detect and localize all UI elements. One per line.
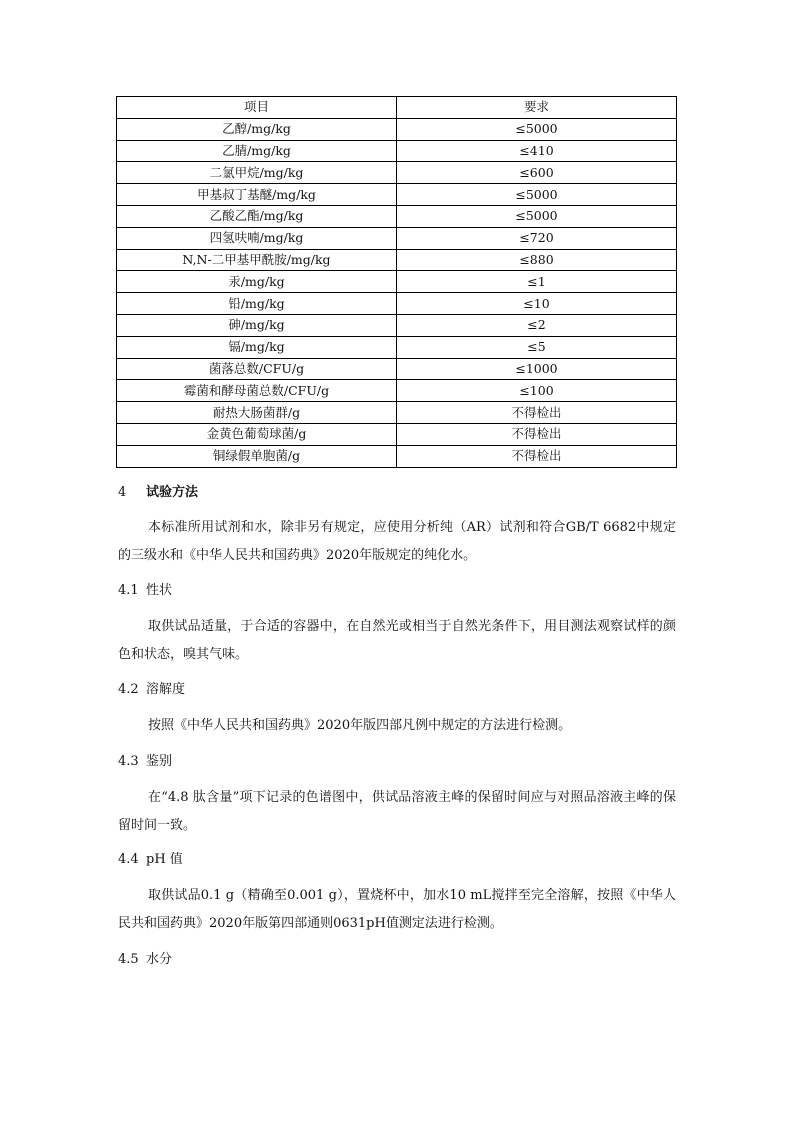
- section-number: 4.4: [118, 852, 139, 867]
- section-4-4-heading: [118, 851, 183, 869]
- table-row: [117, 118, 677, 140]
- section-title: 鉴别: [146, 754, 173, 769]
- section-title: 溶解度: [146, 682, 186, 697]
- section-4-1-paragraph: 取供试品适量，于合适的容器中，在自然光或相当于自然光条件下，用目测法观察试样的颜色和状态，嗅其气味。: [118, 619, 676, 662]
- table-row: [117, 402, 677, 424]
- item-cell: 铜绿假单胞菌/g: [117, 445, 397, 467]
- item-cell: 乙腈/mg/kg: [117, 140, 397, 162]
- item-cell: 汞/mg/kg: [117, 271, 397, 293]
- table-row: [117, 140, 677, 162]
- section-4-paragraph: 本标准所用试剂和水，除非另有规定，应使用分析纯（AR）试剂和符合GB/T 6682中规定的三级水和《中华人民共和国药典》2020年版规定的纯化水。: [118, 520, 676, 563]
- section-number: 4.2: [118, 682, 139, 697]
- requirement-cell: ≤100: [397, 380, 677, 402]
- item-cell: 四氢呋喃/mg/kg: [117, 227, 397, 249]
- requirement-cell: ≤880: [397, 249, 677, 271]
- item-cell: 菌落总数/CFU/g: [117, 358, 397, 380]
- section-number: 4.1: [118, 583, 139, 598]
- table-row: [117, 271, 677, 293]
- section-4-1-heading: [118, 582, 172, 600]
- table-row: [117, 358, 677, 380]
- table-row: [117, 162, 677, 184]
- requirement-cell: ≤5000: [397, 118, 677, 140]
- table-row: [117, 336, 677, 358]
- table-row: [117, 249, 677, 271]
- item-cell: 霉菌和酵母菌总数/CFU/g: [117, 380, 397, 402]
- requirement-cell: ≤600: [397, 162, 677, 184]
- section-4-3-paragraph: 在“4.8 肽含量”项下记录的色谱图中，供试品溶液主峰的保留时间应与对照品溶液主峰的保留时间一致。: [118, 790, 676, 833]
- table-header-row: [117, 97, 677, 119]
- requirement-cell: ≤1: [397, 271, 677, 293]
- section-4-4-paragraph: 取供试品0.1 g（精确至0.001 g），置烧杯中，加水10 mL搅拌至完全溶解，按照《中华人民共和国药典》2020年版第四部通则0631pH值测定法进行检测。: [118, 888, 676, 931]
- table-row: [117, 423, 677, 445]
- section-4-2-paragraph: 按照《中华人民共和国药典》2020年版四部凡例中规定的方法进行检测。: [148, 718, 572, 733]
- item-cell: 乙酸乙酯/mg/kg: [117, 205, 397, 227]
- column-header-requirement: 要求: [397, 97, 677, 119]
- column-header-item: 项目: [117, 97, 397, 119]
- item-cell: 金黄色葡萄球菌/g: [117, 423, 397, 445]
- item-cell: 乙醇/mg/kg: [117, 118, 397, 140]
- section-4-2-heading: [118, 681, 185, 699]
- requirement-cell: ≤5: [397, 336, 677, 358]
- table-row: [117, 445, 677, 467]
- requirement-cell: ≤5000: [397, 205, 677, 227]
- section-number: 4: [118, 485, 127, 500]
- table-row: [117, 314, 677, 336]
- requirement-cell: ≤720: [397, 227, 677, 249]
- table-row: [117, 184, 677, 206]
- section-4-heading: [118, 484, 198, 502]
- table-row: [117, 380, 677, 402]
- section-4-3-heading: [118, 753, 172, 771]
- table-row: [117, 227, 677, 249]
- table-row: [117, 293, 677, 315]
- item-cell: 砷/mg/kg: [117, 314, 397, 336]
- requirements-table: [116, 96, 677, 468]
- requirement-cell: ≤2: [397, 314, 677, 336]
- requirement-cell: 不得检出: [397, 445, 677, 467]
- section-title: 水分: [146, 952, 173, 967]
- section-title: 性状: [146, 583, 173, 598]
- requirement-cell: ≤10: [397, 293, 677, 315]
- requirement-cell: 不得检出: [397, 423, 677, 445]
- item-cell: 铅/mg/kg: [117, 293, 397, 315]
- section-title: pH 值: [146, 852, 183, 867]
- section-number: 4.5: [118, 952, 139, 967]
- requirement-cell: 不得检出: [397, 402, 677, 424]
- table-row: [117, 205, 677, 227]
- requirement-cell: ≤5000: [397, 184, 677, 206]
- requirement-cell: ≤1000: [397, 358, 677, 380]
- section-number: 4.3: [118, 754, 139, 769]
- item-cell: 甲基叔丁基醚/mg/kg: [117, 184, 397, 206]
- item-cell: N,N-二甲基甲酰胺/mg/kg: [117, 249, 397, 271]
- item-cell: 镉/mg/kg: [117, 336, 397, 358]
- section-title: 试验方法: [146, 485, 199, 500]
- item-cell: 二氯甲烷/mg/kg: [117, 162, 397, 184]
- item-cell: 耐热大肠菌群/g: [117, 402, 397, 424]
- section-4-5-heading: [118, 951, 172, 969]
- requirement-cell: ≤410: [397, 140, 677, 162]
